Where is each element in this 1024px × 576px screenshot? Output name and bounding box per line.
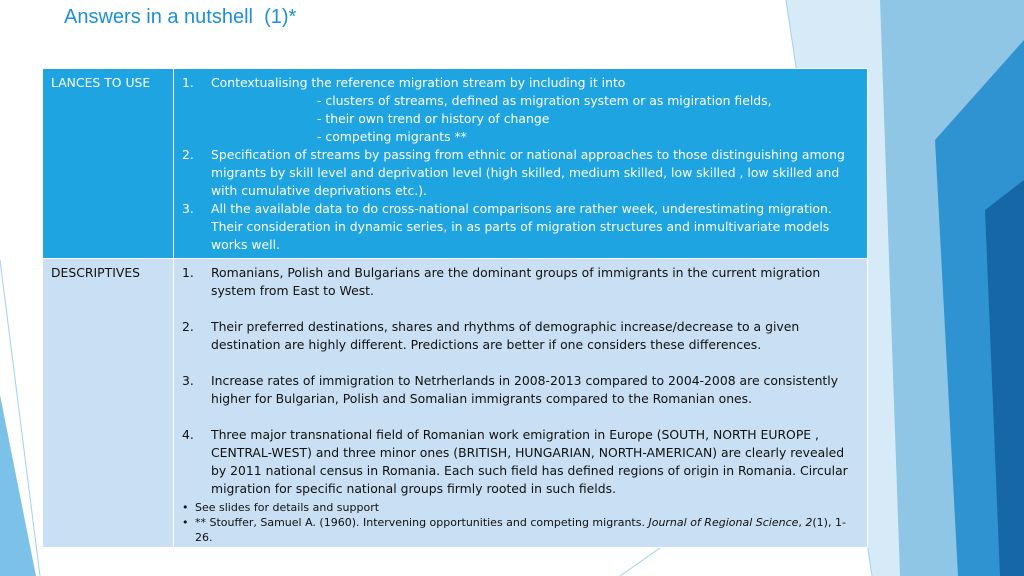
- reference-pages: (1), 1-26.: [195, 516, 846, 544]
- lances-content: [174, 69, 868, 259]
- list-item: [182, 318, 857, 354]
- item-text: Their preferred destinations, shares and rhythms of demographic increase/decrease to a given destination are highly different. Predictions are better if one considers these differences.: [211, 319, 800, 352]
- sub-item: - competing migrants **: [317, 129, 467, 144]
- descriptives-list: [182, 264, 857, 498]
- list-item: [182, 146, 857, 200]
- left-deco-band: [0, 395, 36, 576]
- bullet-icon: •: [182, 501, 189, 514]
- item-text: Contextualising the reference migration stream by including it into: [211, 75, 626, 90]
- item-text: Three major transnational field of Romanian work emigration in Europe (SOUTH, NORTH EUROPE , CENTRAL-WEST) and three minor ones (BRITISH, HUNGARIAN, NORTH-AMERICAN) are clearly revealed by 2011 national census in Romania. Each such field has defined regions of origin in Romania. Circular migration for specific national groups firmly rooted in such fields.: [211, 427, 848, 496]
- item-number: 4.: [182, 427, 194, 442]
- item-number: 3.: [182, 201, 194, 216]
- descriptives-content: [174, 259, 868, 548]
- footnote-item: [182, 515, 857, 545]
- item-text: All the available data to do cross-national comparisons are rather week, underestimating migration. Their consideration in dynamic series, in as parts of migration structures and inmultivariate models works well.: [211, 201, 832, 252]
- row-label-lances: LANCES TO USE: [43, 69, 174, 259]
- sub-item: - their own trend or history of change: [317, 111, 550, 126]
- item-number: 1.: [182, 265, 194, 280]
- item-number: 3.: [182, 373, 194, 388]
- lances-list: [182, 74, 857, 254]
- footnotes-list: [182, 500, 857, 545]
- list-item: [182, 264, 857, 300]
- bullet-icon: •: [182, 516, 189, 529]
- item-text: Romanians, Polish and Bulgarians are the dominant groups of immigrants in the current migration system from East to West.: [211, 265, 821, 298]
- reference-journal: Journal of Regional Science: [648, 516, 799, 529]
- item-number: 2.: [182, 147, 194, 162]
- item-number: 1.: [182, 75, 194, 90]
- list-item: [182, 200, 857, 254]
- slide-title: Answers in a nutshell (1)*: [64, 6, 297, 28]
- answers-table: [42, 68, 868, 548]
- reference-text: ** Stouffer, Samuel A. (1960). Intervening opportunities and competing migrants.: [195, 516, 649, 529]
- list-item: [182, 426, 857, 498]
- list-item: [182, 372, 857, 408]
- footnote-text: See slides for details and support: [195, 501, 380, 514]
- reference-volume: 2: [805, 516, 813, 529]
- row-label-descriptives: DESCRIPTIVES: [43, 259, 174, 548]
- list-item: [182, 74, 857, 146]
- item-text: Specification of streams by passing from ethnic or national approaches to those distinguishing among migrants by skill level and deprivation level (high skilled, medium skilled, low skilled , low skilled and with cumulative deprivations etc.).: [211, 147, 845, 198]
- table-row-descriptives: [43, 259, 868, 548]
- item-text: Increase rates of immigration to Netrherlands in 2008-2013 compared to 2004-2008 are consistently higher for Bulgarian, Polish and Somalian immigrants compared to the Romanian ones.: [211, 373, 839, 406]
- sub-item: - clusters of streams, defined as migration system or as migiration fields,: [317, 93, 772, 108]
- item-number: 2.: [182, 319, 194, 334]
- footnote-item: [182, 500, 857, 515]
- table-row-lances: [43, 69, 868, 259]
- reference-separator: ,: [798, 516, 806, 529]
